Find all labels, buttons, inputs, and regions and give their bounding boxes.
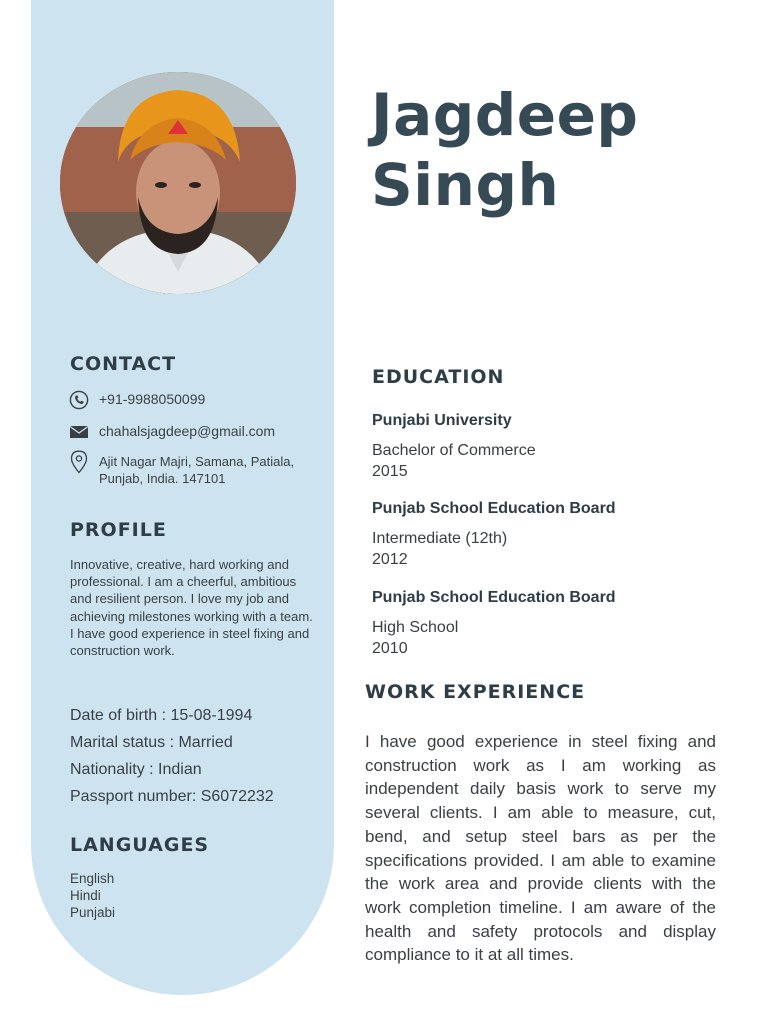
languages-list xyxy=(70,870,115,921)
school-name: Punjabi University xyxy=(372,412,512,429)
profile-heading: PROFILE xyxy=(70,519,167,541)
language-item: Punjabi xyxy=(70,905,116,920)
profile-photo xyxy=(60,72,296,294)
email-address: chahalsjagdeep@gmail.com xyxy=(99,423,276,439)
phone-number: +91-9988050099 xyxy=(99,391,206,407)
date-of-birth: Date of birth : 15-08-1994 xyxy=(70,707,253,724)
location-pin-icon xyxy=(68,451,90,473)
degree: Bachelor of Commerce xyxy=(372,442,536,459)
contact-heading: CONTACT xyxy=(70,353,177,375)
personal-details xyxy=(70,702,274,810)
languages-heading: LANGUAGES xyxy=(70,834,210,856)
name-first: Jagdeep xyxy=(371,81,639,149)
contact-address xyxy=(68,451,294,487)
language-item: Hindi xyxy=(70,888,101,903)
address-line-2: Punjab, India. 147101 xyxy=(99,471,226,486)
education-entry xyxy=(372,412,732,482)
year: 2012 xyxy=(372,551,408,568)
degree: High School xyxy=(372,619,459,636)
envelope-icon xyxy=(68,421,90,443)
school-name: Punjab School Education Board xyxy=(372,589,616,606)
profile-summary: Innovative, creative, hard working and professional. I am a cheerful, ambitious and resilient person. I love my job and achieving milestones working with a team. I have good experience in steel fixing and construction work. xyxy=(70,557,313,659)
marital-status: Marital status : Married xyxy=(70,734,233,751)
work-experience-summary: I have good experience in steel fixing and construction work as I am working as independent daily basis work to serve my several clients. I am able to measure, cut, bend, and setup steel bars as per the specifications provided. I am able to examine the work area and provide clients with the work completion timeline. I am aware of the health and safety protocols and display compliance to it at all times. xyxy=(365,732,716,965)
education-entry xyxy=(372,500,732,570)
language-item: English xyxy=(70,871,115,886)
education-heading: EDUCATION xyxy=(372,366,505,388)
contact-email xyxy=(68,421,275,443)
year: 2015 xyxy=(372,463,408,480)
passport-number: Passport number: S6072232 xyxy=(70,788,274,805)
address-line-1: Ajit Nagar Majri, Samana, Patiala, xyxy=(99,454,295,469)
nationality: Nationality : Indian xyxy=(70,761,202,778)
work-experience-heading: WORK EXPERIENCE xyxy=(365,681,586,703)
school-name: Punjab School Education Board xyxy=(372,500,616,517)
phone-icon xyxy=(68,389,90,411)
degree: Intermediate (12th) xyxy=(372,530,508,547)
candidate-name xyxy=(371,80,638,220)
contact-phone xyxy=(68,389,205,411)
name-last: Singh xyxy=(371,151,560,219)
education-entry xyxy=(372,589,732,659)
address-text xyxy=(99,451,294,487)
year: 2010 xyxy=(372,640,408,657)
